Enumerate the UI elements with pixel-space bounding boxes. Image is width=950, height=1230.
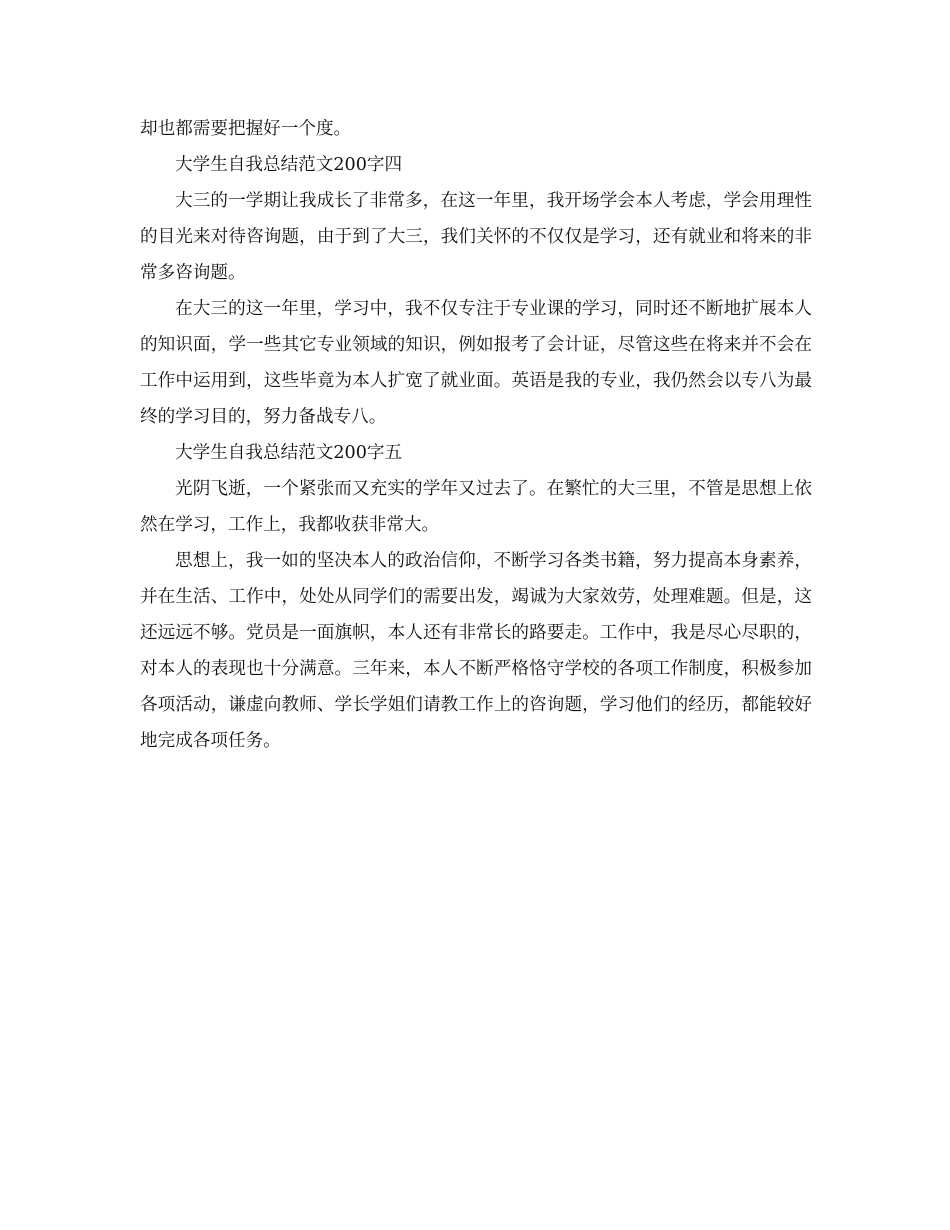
section-heading-five: 大学生自我总结范文200字五 (175, 443, 403, 463)
paragraph: 在大三的这一年里，学习中，我不仅专注于专业课的学习，同时还不断地扩展本人的知识面，学一些其它专业领域的知识，例如报考了会计证，尽管这些在将来并不会在工作中运用到，这些毕竟为本人扩宽了就业面。英语是我的专业，我仍然会以专八为最终的学习目的，努力备战专八。 (140, 299, 812, 427)
paragraph: 思想上，我一如的坚决本人的政治信仰，不断学习各类书籍，努力提高本身素养，并在生活、工作中，处处从同学们的需要出发，竭诚为大家效劳，处理难题。但是，这还远远不够。党员是一面旗帜，本人还有非常长的路要走。工作中，我是尽心尽职的，对本人的表现也十分满意。三年来，本人不断严格恪守学校的各项工作制度，积极参加各项活动，谦虚向教师、学长学姐们请教工作上的咨询题，学习他们的经历，都能较好地完成各项任务。 (140, 551, 812, 751)
paragraph: 光阴飞逝，一个紧张而又充实的学年又过去了。在繁忙的大三里，不管是思想上依然在学习，工作上，我都收获非常大。 (140, 479, 812, 535)
section-heading-four: 大学生自我总结范文200字四 (175, 155, 403, 175)
paragraph: 大三的一学期让我成长了非常多，在这一年里，我开场学会本人考虑，学会用理性的目光来对待咨询题，由于到了大三，我们关怀的不仅仅是学习，还有就业和将来的非常多咨询题。 (140, 191, 812, 283)
paragraph-continuation: 却也都需要把握好一个度。 (140, 119, 352, 139)
document-body (140, 111, 812, 759)
